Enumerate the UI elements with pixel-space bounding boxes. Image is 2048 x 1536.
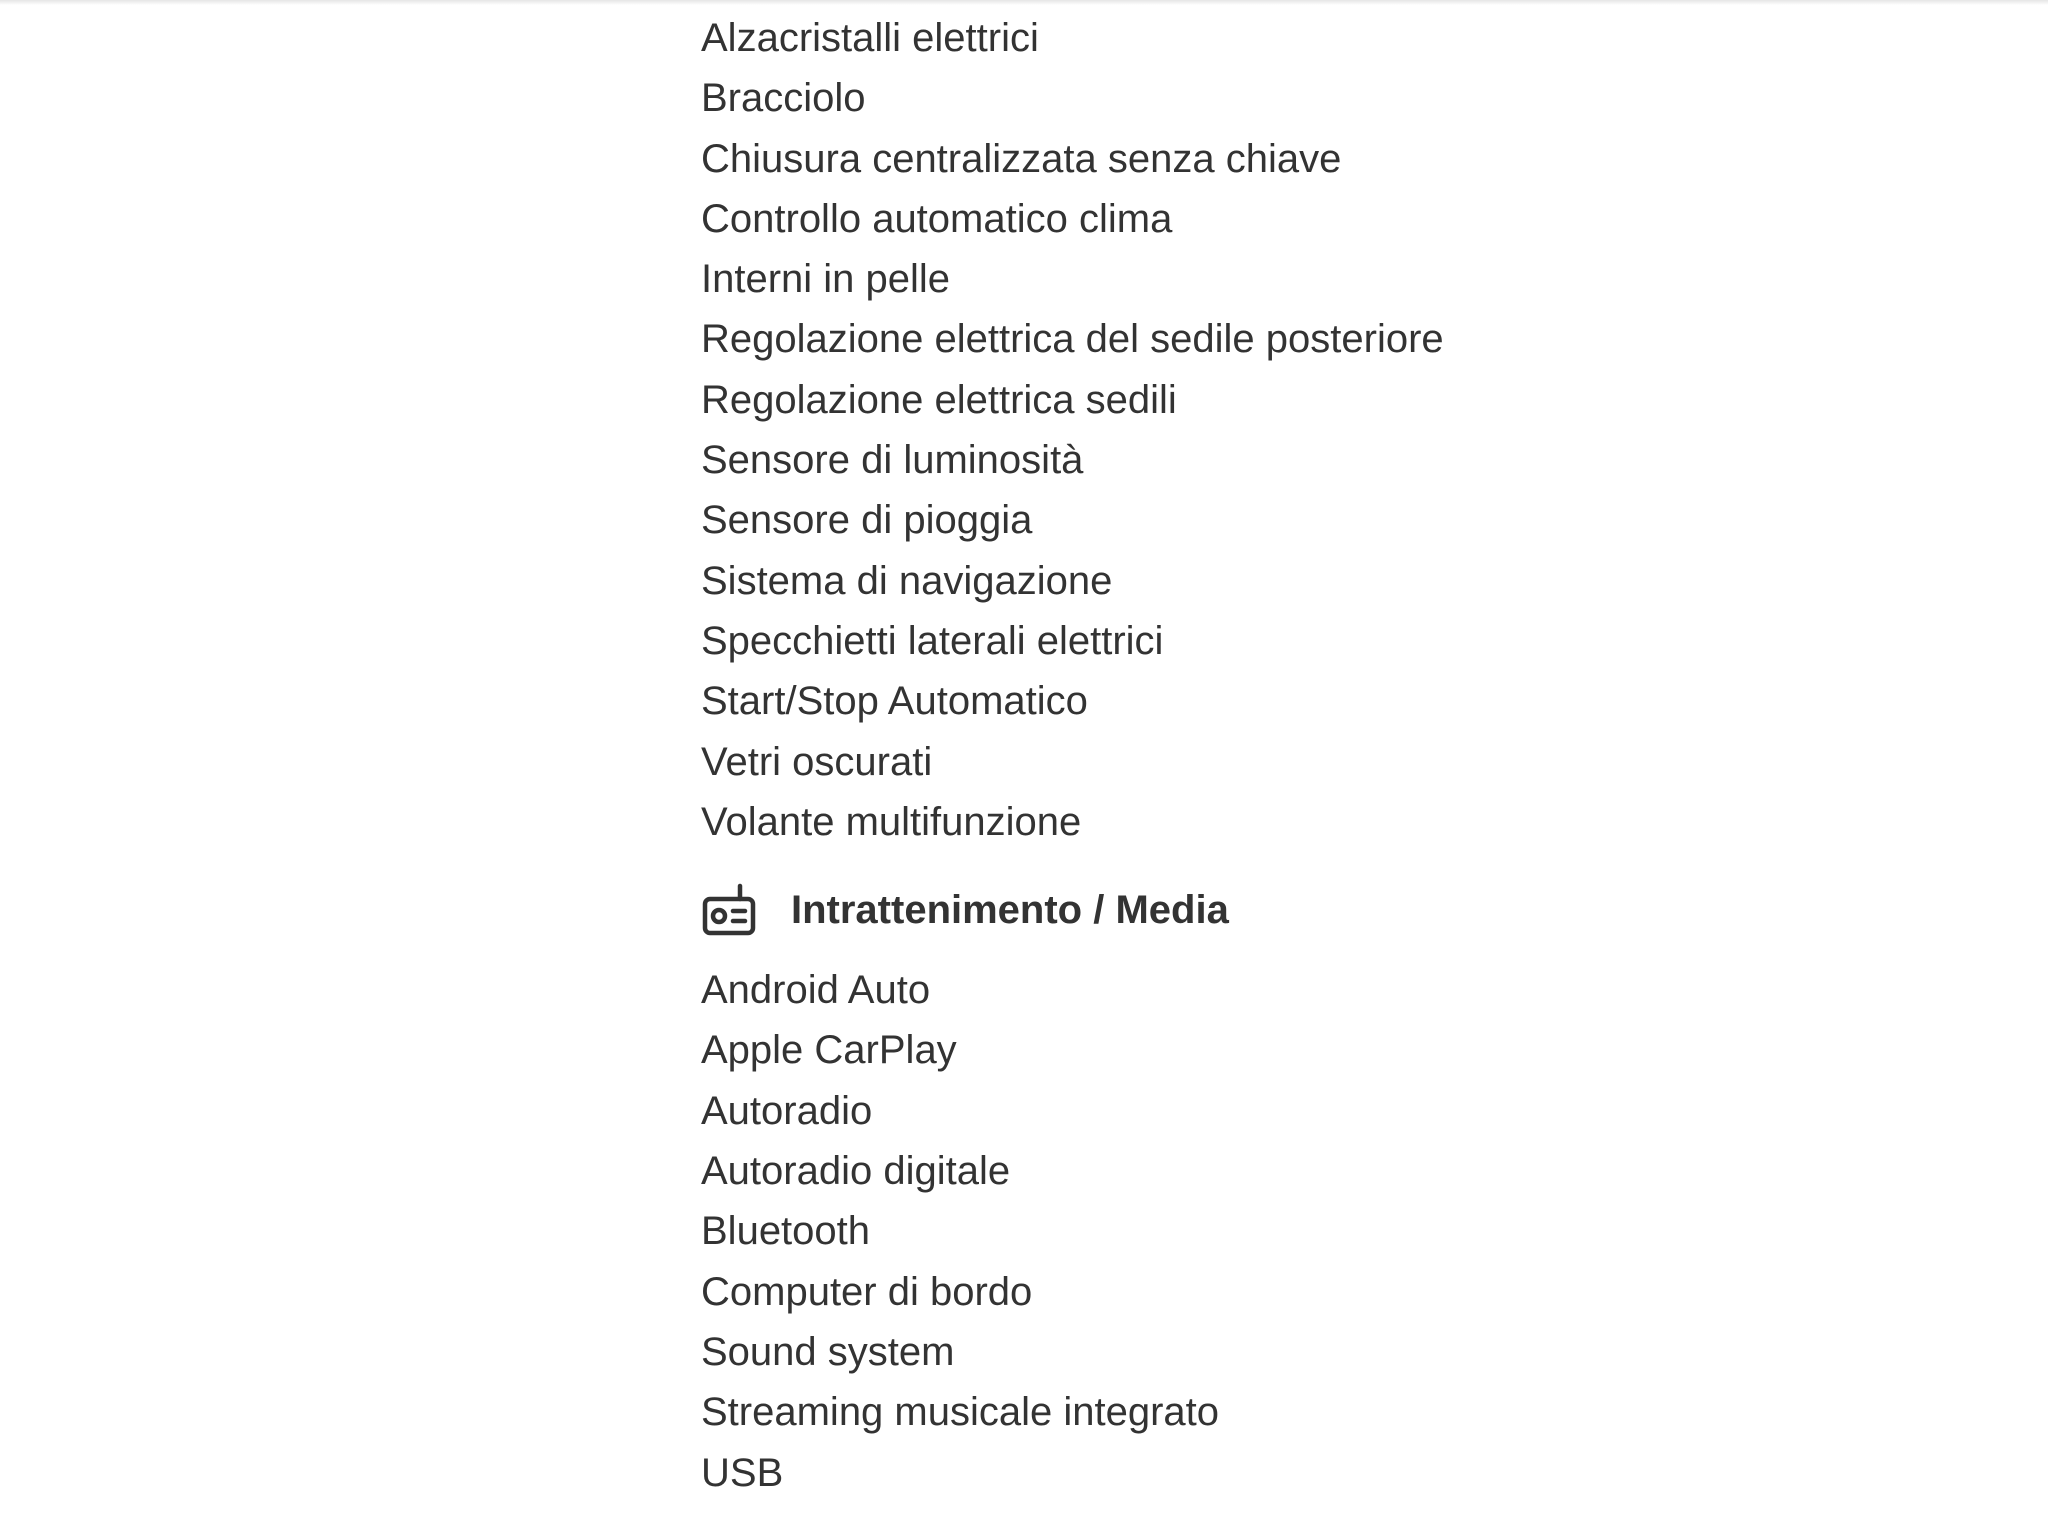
list-item: USB [701, 1450, 784, 1495]
media-section-title: Intrattenimento / Media [791, 887, 1229, 932]
list-item: Vetri oscurati [701, 739, 933, 784]
list-item: Volante multifunzione [701, 799, 1082, 844]
list-item: Sound system [701, 1329, 955, 1374]
media-section-header [701, 858, 1601, 962]
list-item: Sensore di luminosità [701, 438, 1084, 483]
list-item: Autoradio [701, 1088, 873, 1133]
radio-icon [701, 882, 757, 938]
list-item: Chiusura centralizzata senza chiave [701, 136, 1342, 181]
media-feature-list [701, 960, 1601, 1503]
list-item: Specchietti laterali elettrici [701, 618, 1164, 663]
list-item: Android Auto [701, 968, 931, 1013]
list-item: Bracciolo [701, 76, 866, 121]
list-item: Streaming musicale integrato [701, 1390, 1220, 1435]
list-item: Sistema di navigazione [701, 558, 1113, 603]
list-item: Bluetooth [701, 1209, 871, 1254]
list-item: Alzacristalli elettrici [701, 16, 1039, 60]
list-item: Start/Stop Automatico [701, 679, 1088, 724]
equipment-list-container [701, 8, 1601, 1503]
list-item: Apple CarPlay [701, 1028, 957, 1073]
top-edge-shadow [0, 0, 2048, 5]
list-item: Interni in pelle [701, 257, 951, 302]
list-item: Autoradio digitale [701, 1149, 1011, 1194]
list-item: Sensore di pioggia [701, 498, 1033, 543]
list-item: Computer di bordo [701, 1269, 1033, 1314]
comfort-feature-list [701, 8, 1601, 852]
list-item: Regolazione elettrica del sedile posteriore [701, 317, 1444, 362]
list-item: Regolazione elettrica sedili [701, 377, 1177, 422]
list-item: Controllo automatico clima [701, 196, 1173, 241]
